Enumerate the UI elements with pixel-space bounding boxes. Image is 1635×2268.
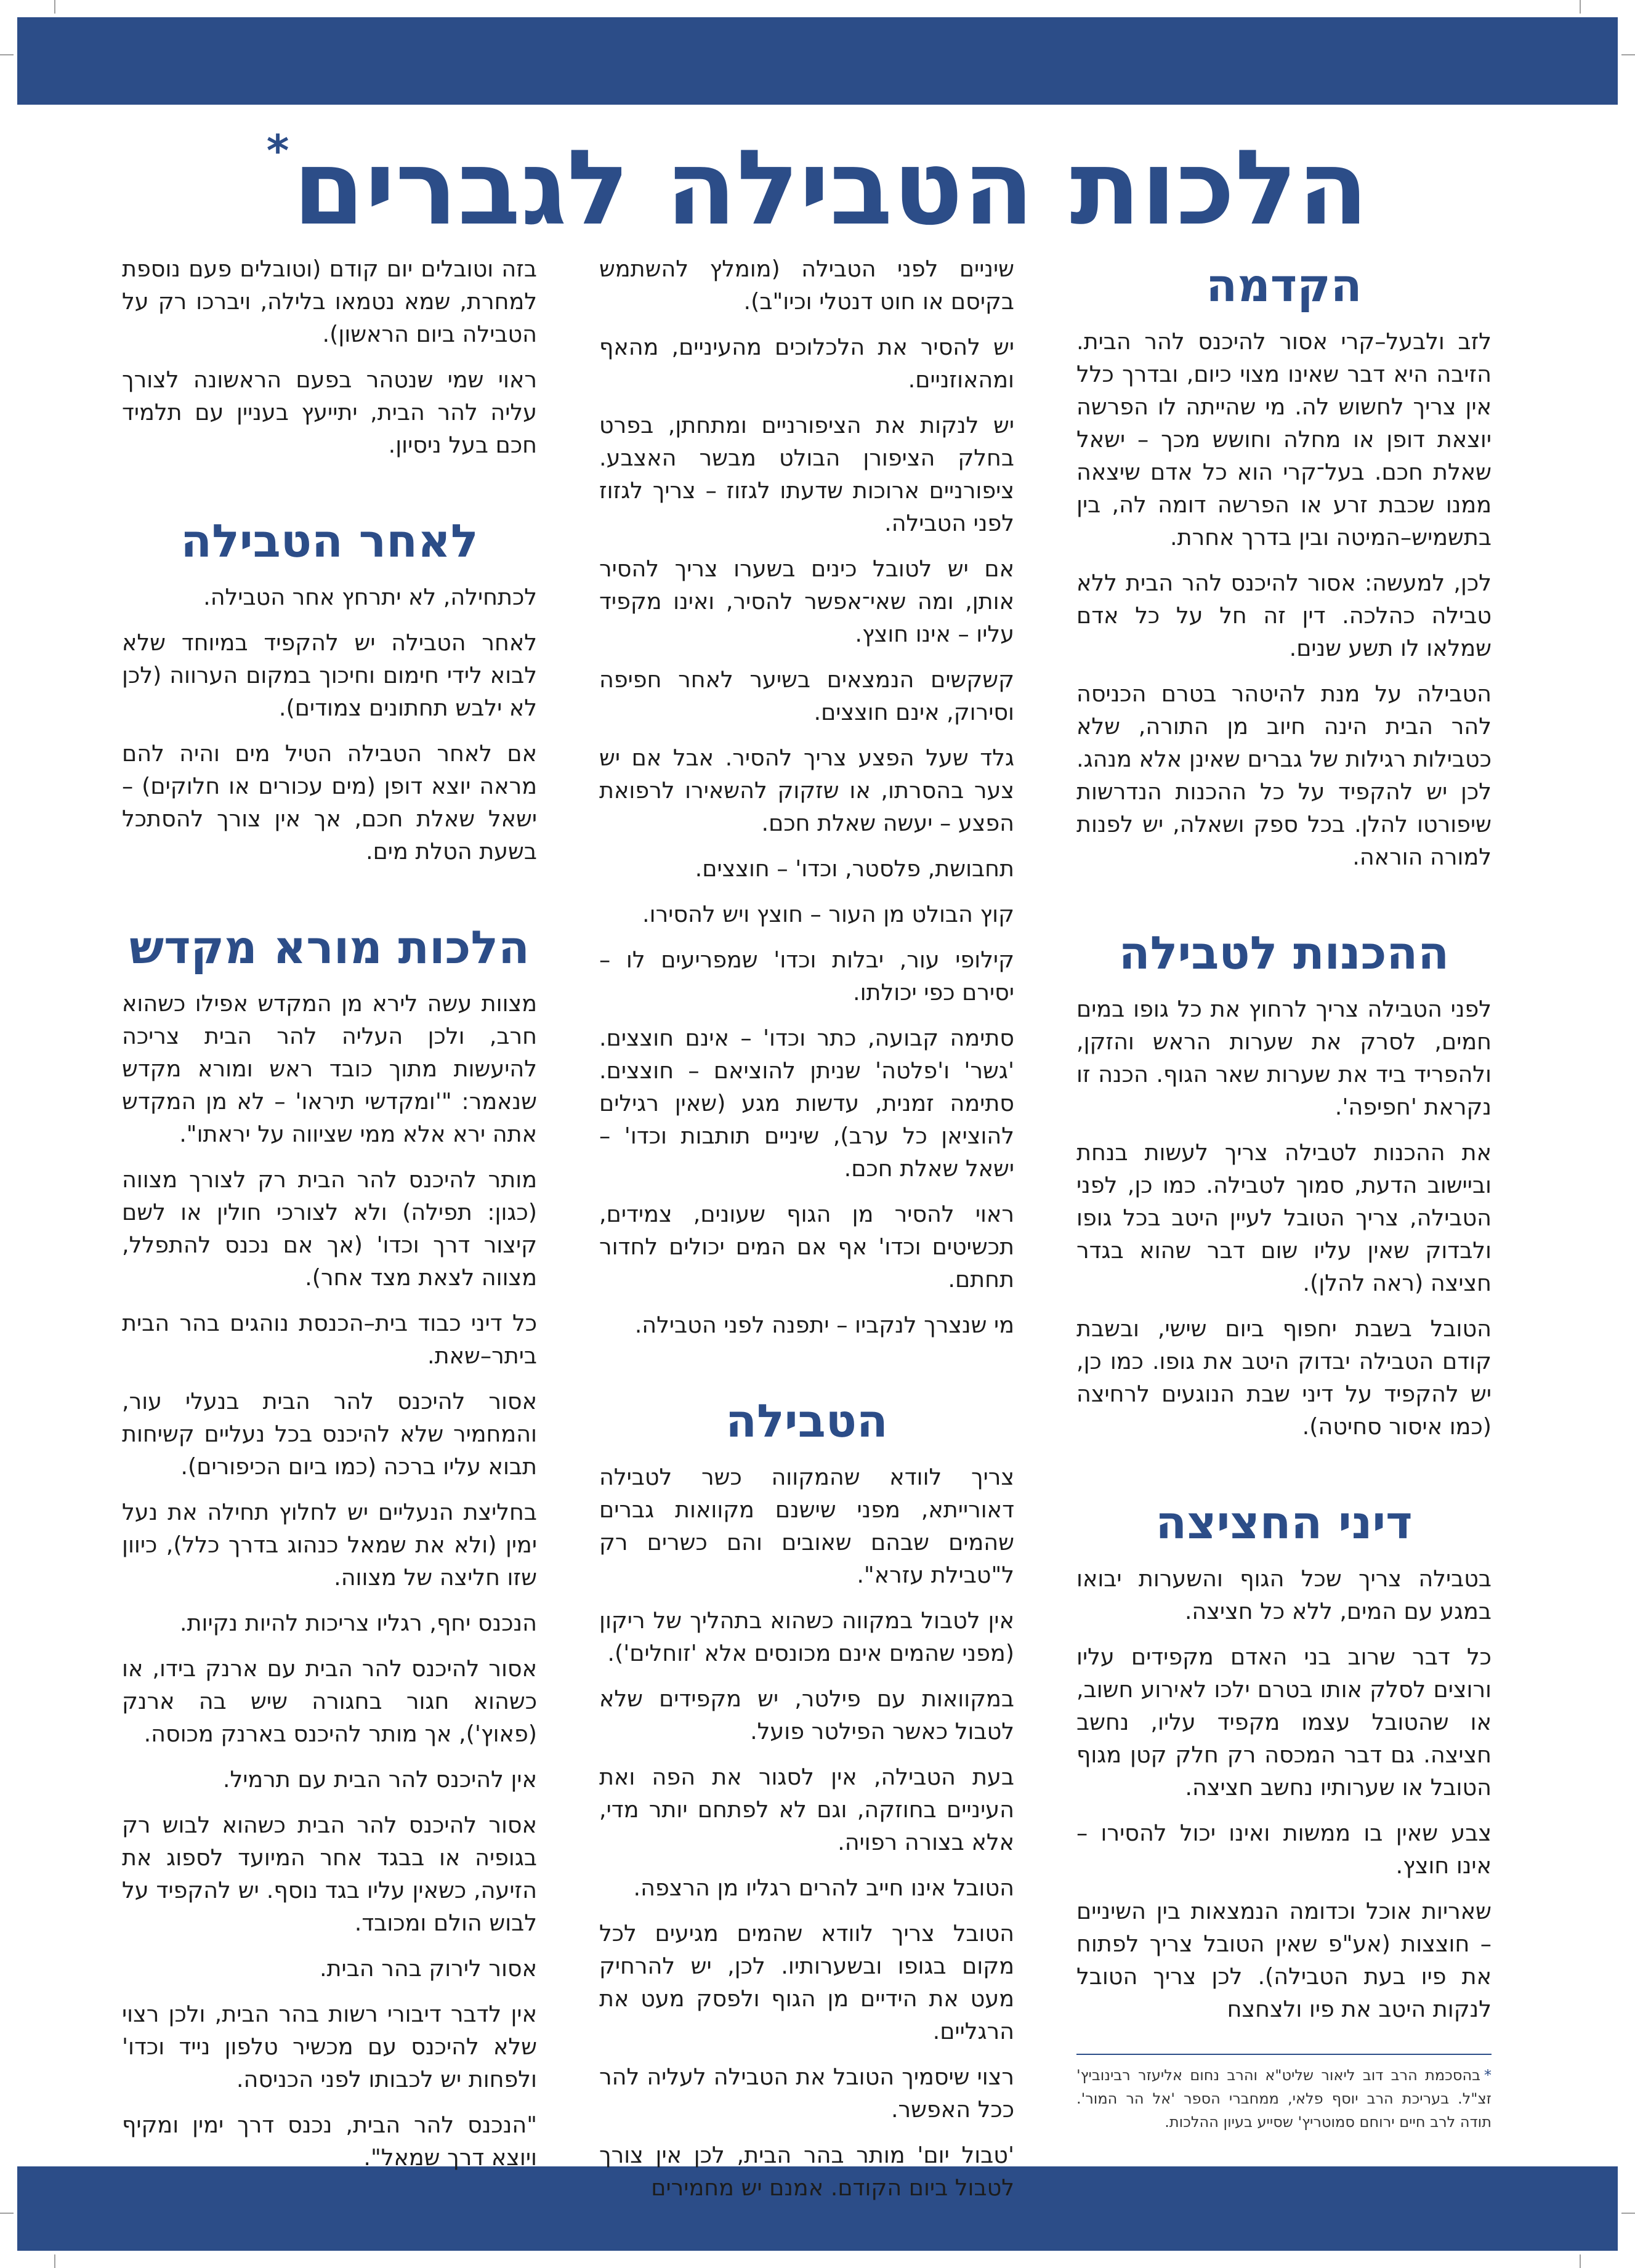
footnote-mark: *	[1484, 2067, 1492, 2084]
paragraph: מי שנצרך לנקביו – יתפנה לפני הטבילה.	[634, 1312, 1014, 1338]
footnote-text: בהסכמת הרב דוב ליאור שליט"א והרב נחום אליעזר רבינוביץ' זצ"ל. בעריכת הרב יוסף פלאי, ממחברי הספר 'אל הר המור'. תודה לרב חיים ירוחם סמוטריץ' שסייע בעיון ההלכות.	[1076, 2067, 1492, 2131]
paragraph: אסור לירוק בהר הבית.	[319, 1955, 537, 1982]
paragraph: 'טבול יום' מותר בהר הבית, לכן אין צורך לטבול ביום הקודם. אמנם יש מחמירים	[599, 2142, 1014, 2201]
footnote	[1076, 2054, 1492, 2134]
top-banner	[17, 17, 1618, 105]
crop-mark	[0, 54, 14, 55]
crop-mark	[54, 0, 55, 14]
paragraph: הטובל צריך לוודא שהמים מגיעים לכל מקום בגופו ובשערותיו. לכן, יש להרחיק מעט את הידיים מן הגוף ולפסק מעט את הרגליים.	[599, 1920, 1014, 2044]
paragraph: כל דיני כבוד בית–הכנסת נוהגים בהר הבית ביתר–שאת.	[122, 1310, 537, 1369]
crop-mark	[1580, 0, 1581, 14]
column-1	[1076, 252, 1492, 2137]
paragraph: במקוואות עם פילטר, יש מקפידים שלא לטבול כאשר הפילטר פועל.	[599, 1685, 1014, 1745]
column-2	[599, 252, 1014, 2201]
column-3	[122, 252, 537, 2171]
paragraph: יש לנקות את הציפורניים ומתחתן, בפרט בחלק הציפורן הבולט מבשר האצבע. ציפורניים ארוכות שדעתו לגזוז – צריך לגזוז לפני הטבילה.	[599, 412, 1014, 536]
section-heading-preparations: ההכנות לטבילה	[1118, 927, 1450, 980]
paragraph: אסור להיכנס להר הבית בנעלי עור, והמחמיר שלא להיכנס בכל נעליים קשיחות תבוא עליו ברכה (כמו ביום הכיפורים).	[122, 1388, 537, 1480]
paragraph: סתימה קבועה, כתר וכדו' – אינם חוצצים. 'גשר' ו'פלטה' שניתן להוציאם – חוצצים. סתימה זמנית, עדשות מגע (שאין רגילים להוציאן כל ערב), שיניים תותבות וכדו' – ישאל שאלת חכם.	[599, 1025, 1014, 1182]
section-heading-temple-reverence: הלכות מורא מקדש	[129, 921, 530, 974]
paragraph: לזב ולבעל–קרי אסור להיכנס להר הבית. הזיבה היא דבר שאינו מצוי כיום, ובדרך כלל אין צריך לחשוש לה. מי שהייתה לו הפרשה יוצאת דופן או מחלה וחושש מכך – ישאל שאלת חכם. בעל־קרי הוא כל אדם שיצאה ממנו שכבת זרע או הפרשה דומה לה, בין בתשמיש–המיטה ובין בדרך אחרת.	[1076, 328, 1492, 551]
section-heading-after-immersion: לאחר הטבילה	[180, 515, 478, 568]
paragraph: כל דבר שרוב בני האדם מקפידים עליו ורוצים לסלק אותו בטרם ילכו לאירוע חשוב, או שהטובל עצמו מקפיד עליו, נחשב חציצה. גם דבר המכסה רק חלק קטן מגוף הטובל או שערותיו נחשב חציצה.	[1076, 1644, 1492, 1801]
paragraph: קוץ הבולט מן העור – חוצץ ויש להסירו.	[642, 901, 1014, 927]
crop-mark	[1621, 54, 1635, 55]
section-heading-immersion: הטבילה	[725, 1395, 888, 1448]
paragraph: מותר להיכנס להר הבית רק לצורך מצווה (כגון: תפילה) ולא לצורכי חולין או לשם קיצור דרך וכדו' (אך אם נכנס להתפלל, מצווה לצאת מצד אחר).	[122, 1166, 537, 1291]
page-title-text: הלכות הטבילה לגברים	[293, 127, 1369, 248]
section-heading-intro: הקדמה	[1206, 259, 1362, 312]
paragraph: אין לדבר דיבורי רשות בהר הבית, ולכן רצוי שלא להיכנס עם מכשיר טלפון נייד וכדו' ולפחות יש לכבותו לפני הכניסה.	[122, 2001, 537, 2092]
paragraph: לפני הטבילה צריך לרחוץ את כל גופו במים חמים, לסרק את שערות הראש והזקן, ולהפריד ביד את שערות שאר הגוף. הכנה זו נקראת 'חפיפה'.	[1076, 996, 1492, 1120]
paragraph: בעת הטבילה, אין לסגור את הפה ואת העיניים בחוזקה, וגם לא לפתחם יותר מדי, אלא בצורה רפויה.	[599, 1764, 1014, 1855]
paragraph: אם לאחר הטבילה הטיל מים והיה להם מראה יוצא דופן (מים עכורים או חלוקים) – ישאל שאלת חכם, אך אין צורך להסתכל בשעת הטלת מים.	[122, 740, 537, 865]
paragraph: שיניים לפני הטבילה (מומלץ להשתמש בקיסם או חוט דנטלי וכיו"ב).	[599, 256, 1014, 315]
paragraph: בטבילה צריך שכל הגוף והשערות יבואו במגע עם המים, ללא כל חציצה.	[1076, 1565, 1492, 1624]
paragraph: יש להסיר את הלכלוכים מהעיניים, מהאף ומהאוזניים.	[599, 334, 1014, 393]
paragraph: לאחר הטבילה יש להקפיד במיוחד שלא לבוא לידי חימום וחיכוך במקום הערווה (לכן לא ילבש תחתונים צמודים).	[122, 629, 537, 721]
paragraph: שאריות אוכל וכדומה הנמצאות בין השיניים – חוצצות (אע"פ שאין הטובל צריך לפתוח את פיו בעת הטבילה). לכן צריך הטובל לנקות היטב את פיו ולצחצח	[1076, 1898, 1492, 2022]
paragraph: לכן, למעשה: אסור להיכנס להר הבית ללא טבילה כהלכה. דין זה חל על כל אדם שמלאו לו תשע שנים.	[1076, 570, 1492, 661]
paragraph: את ההכנות לטבילה צריך לעשות בנחת וביישוב הדעת, סמוך לטבילה. כמו כן, לפני הטבילה, צריך הטובל לעיין היטב בכל גופו ולבדוק שאין עליו שום דבר שהוא בגדר חציצה (ראה להלן).	[1076, 1139, 1492, 1296]
paragraph: ראוי להסיר מן הגוף שעונים, צמידים, תכשיטים וכדו' אף אם המים יכולים לחדור תחתם.	[599, 1201, 1014, 1293]
paragraph: קילופי עור, יבלות וכדו' שמפריעים לו – יסירם כפי יכולתו.	[599, 946, 1014, 1006]
paragraph: צבע שאין בו ממשות ואינו יכול להסירו – אינו חוצץ.	[1076, 1820, 1492, 1879]
crop-mark	[0, 2213, 14, 2214]
page-title	[0, 117, 1635, 259]
paragraph: צריך לוודא שהמקווה כשר לטבילה דאורייתא, מפני שישנם מקוואות גברים שהמים שבהם שאובים והם כשרים רק ל"טבילת עזרא".	[599, 1464, 1014, 1588]
paragraph: רצוי שיסמיך הטובל את הטבילה לעליה להר ככל האפשר.	[599, 2064, 1014, 2123]
paragraph: הטובל בשבת יחפוף ביום שישי, ובשבת קודם הטבילה יבדוק היטב את גופו. כמו כן, יש להקפיד על דיני שבת הנוגעים לרחיצה (כמו איסור סחיטה).	[1076, 1315, 1492, 1440]
crop-mark	[1580, 2254, 1581, 2268]
paragraph: בזה וטובלים יום קודם (וטובלים פעם נוספת למחרת, שמא נטמאו בלילה, ויברכו רק על הטבילה ביום הראשון).	[122, 256, 537, 347]
paragraph: בחליצת הנעליים יש לחלוץ תחילה את נעל ימין (ולא את שמאל כנהוג בדרך כלל), כיוון שזו חליצה של מצווה.	[122, 1499, 537, 1591]
paragraph: הטובל אינו חייב להרים רגליו מן הרצפה.	[633, 1875, 1014, 1901]
paragraph: אסור להיכנס להר הבית עם ארנק בידו, או כשהוא חגור בחגורה שיש בה ארנק (פאוץ'), אך מותר להיכנס בארנק מכוסה.	[122, 1655, 537, 1747]
paragraph: "הנכנס להר הבית, נכנס דרך ימין ומקיף ויוצא דרך שמאל".	[122, 2112, 537, 2171]
paragraph: אסור להיכנס להר הבית כשהוא לבוש רק בגופיה או בבגד אחר המיועד לספוג את הזיעה, כשאין עליו בגד נוסף. יש להקפיד על לבוש הולם ומכובד.	[122, 1812, 537, 1936]
title-footnote-mark: *	[266, 126, 289, 176]
section-heading-interposition: דיני החציצה	[1155, 1496, 1413, 1549]
paragraph: קשקשים הנמצאים בשיער לאחר חפיפה וסירוק, אינם חוצצים.	[599, 666, 1014, 725]
paragraph: מצוות עשה לירא מן המקדש אפילו כשהוא חרב, ולכן העליה להר הבית צריכה להיעשות מתוך כובד ראש ומורא מקדש שנאמר: "'ומקדשי תיראו' – לא מן המקדש אתה ירא אלא ממי שציווה על יראתו".	[122, 990, 537, 1147]
paragraph: אין לטבול במקווה כשהוא בתהליך של ריקון (מפני שהמים אינם מכונסים אלא 'זוחלים').	[599, 1607, 1014, 1666]
paragraph: לכתחילה, לא יתרחץ אחר הטבילה.	[203, 584, 537, 610]
paragraph: גלד שעל הפצע צריך להסיר. אבל אם יש צער בהסרתו, או שזקוק להשאירו לרפואת הפצע – יעשה שאלת חכם.	[599, 745, 1014, 836]
paragraph: אין להיכנס להר הבית עם תרמיל.	[222, 1766, 537, 1793]
paragraph: תחבושת, פלסטר, וכדו' – חוצצים.	[695, 855, 1014, 882]
crop-mark	[54, 2254, 55, 2268]
paragraph: אם יש לטובל כינים בשערו צריך להסיר אותן, ומה שאי־אפשר להסיר, ואינו מקפיד עליו – אינו חוצץ.	[599, 555, 1014, 647]
paragraph: ראוי שמי שנטהר בפעם הראשונה לצורך עליה להר הבית, יתייעץ בעניין עם תלמיד חכם בעל ניסיון.	[122, 366, 537, 458]
paragraph: הנכנס יחף, רגליו צריכות להיות נקיות.	[179, 1610, 537, 1636]
crop-mark	[1621, 2213, 1635, 2214]
paragraph: הטבילה על מנת להיטהר בטרם הכניסה להר הבית הינה חיוב מן התורה, שלא כטבילות רגילות של גברים שאינן אלא מנהג. לכן יש להקפיד על כל ההכנות הנדרשות שיפורטו להלן. בכל ספק ושאלה, יש לפנות למורה הוראה.	[1076, 680, 1492, 870]
